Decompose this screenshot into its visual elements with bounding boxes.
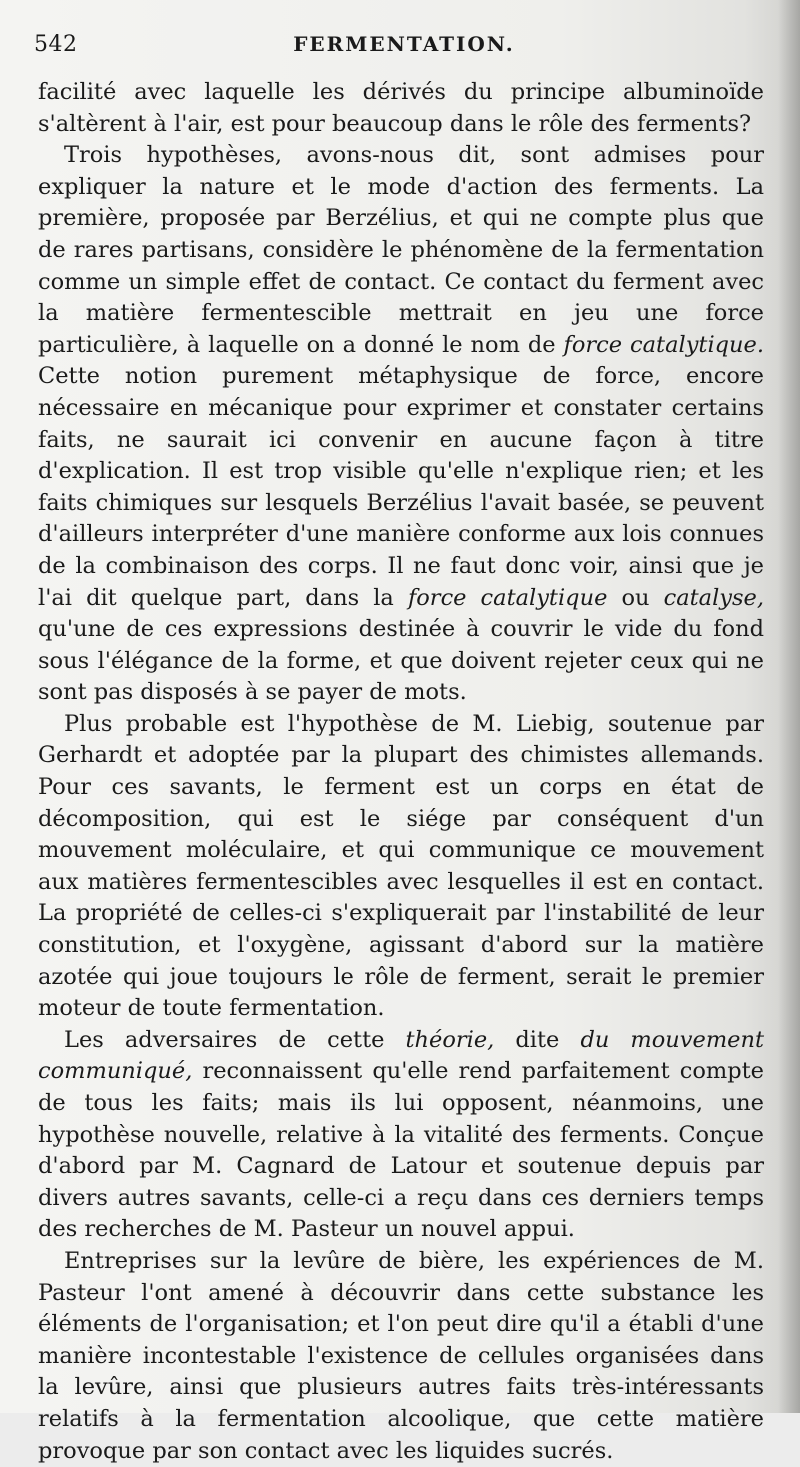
paragraph-2-text-b: Cette notion purement métaphysique de force, encore nécessaire en mécanique pour exprimer et constater certains faits, ne saurait ici convenir en aucune façon à titre d'explication. Il est trop visible qu'elle n'explique rien; et les faits chimiques sur lesquels Berzélius l'avait basée, se peuvent d'ailleurs interpréter d'une manière conforme aux lois connues de la combinaison des corps. Il ne faut donc voir, ainsi que je l'ai dit quelque part, dans la xyxy=(38,363,764,611)
running-title: FERMENTATION. xyxy=(293,32,515,56)
paragraph-5 xyxy=(38,1246,764,1467)
paragraph-2 xyxy=(38,140,764,709)
paragraph-3-text: Plus probable est l'hypothèse de M. Liebig, soutenue par Gerhardt et adoptée par la plupart des chimistes allemands. Pour ces savants, le ferment est un corps en état de décomposition, qui est le siége par conséquent d'un mouvement moléculaire, et qui communique ce mouvement aux matières fermentescibles avec lesquelles il est en contact. La propriété de celles-ci s'expliquerait par l'instabilité de leur constitution, et l'oxygène, agissant d'abord sur la matière azotée qui joue toujours le rôle de ferment, serait le premier moteur de toute fermentation. xyxy=(38,710,764,1022)
paragraph-4-text-b: dite xyxy=(515,1026,560,1053)
paragraph-4 xyxy=(38,1025,764,1246)
paragraph-2-italic-3: catalyse, xyxy=(663,584,764,611)
paragraph-4-italic-1: théorie, xyxy=(405,1026,495,1053)
paragraph-4-text-a: Les adversaires de cette xyxy=(64,1026,385,1053)
paragraph-2-italic-1: force catalytique. xyxy=(563,331,765,358)
paragraph-5-text: Entreprises sur la levûre de bière, les expériences de M. Pasteur l'ont amené à découvrir dans cette substance les éléments de l'organisation; et l'on peut dire qu'il a établi d'une manière incontestable l'existence de cellules organisées dans la levûre, ainsi que plusieurs autres faits très-intéressants relatifs à la fermentation alcoolique, que cette matière provoque par son contact avec les liquides sucrés. xyxy=(38,1247,764,1464)
page-header xyxy=(34,32,774,62)
body-text xyxy=(38,77,764,1467)
paragraph-4-text-c: reconnaissent qu'elle rend parfaitement compte de tous les faits; mais ils lui opposent, néanmoins, une hypothèse nouvelle, relative à la vitalité des ferments. Conçue d'abord par M. Cagnard de Latour et soutenue depuis par divers autres savants, celle-ci a reçu dans ces derniers temps des recherches de M. Pasteur un nouvel appui. xyxy=(38,1058,764,1243)
paragraph-2-text-a: Trois hypothèses, avons-nous dit, sont admises pour expliquer la nature et le mode d'action des ferments. La première, proposée par Berzélius, et qui ne compte plus que de rares partisans, considère le phénomène de la fermentation comme un simple effet de contact. Ce contact du ferment avec la matière fermentescible mettrait en jeu une force particulière, à laquelle on a donné le nom de xyxy=(38,142,764,358)
page-edge-shadow xyxy=(778,0,800,1413)
paragraph-2-italic-2: force catalytique xyxy=(407,584,608,611)
paragraph-1-text: facilité avec laquelle les dérivés du principe albuminoïde s'altèrent à l'air, est pour beaucoup dans le rôle des ferments? xyxy=(38,79,764,137)
paragraph-4-italic-2: du mouvement communiqué, xyxy=(38,1026,764,1085)
paragraph-1 xyxy=(38,77,764,140)
paragraph-2-text-d: qu'une de ces expressions destinée à couvrir le vide du fond sous l'élégance de la forme, et que doivent rejeter ceux qui ne sont pas disposés à se payer de mots. xyxy=(38,616,764,706)
paragraph-2-text-c: ou xyxy=(621,584,650,611)
page-number: 542 xyxy=(34,32,78,57)
paragraph-3 xyxy=(38,709,764,1025)
